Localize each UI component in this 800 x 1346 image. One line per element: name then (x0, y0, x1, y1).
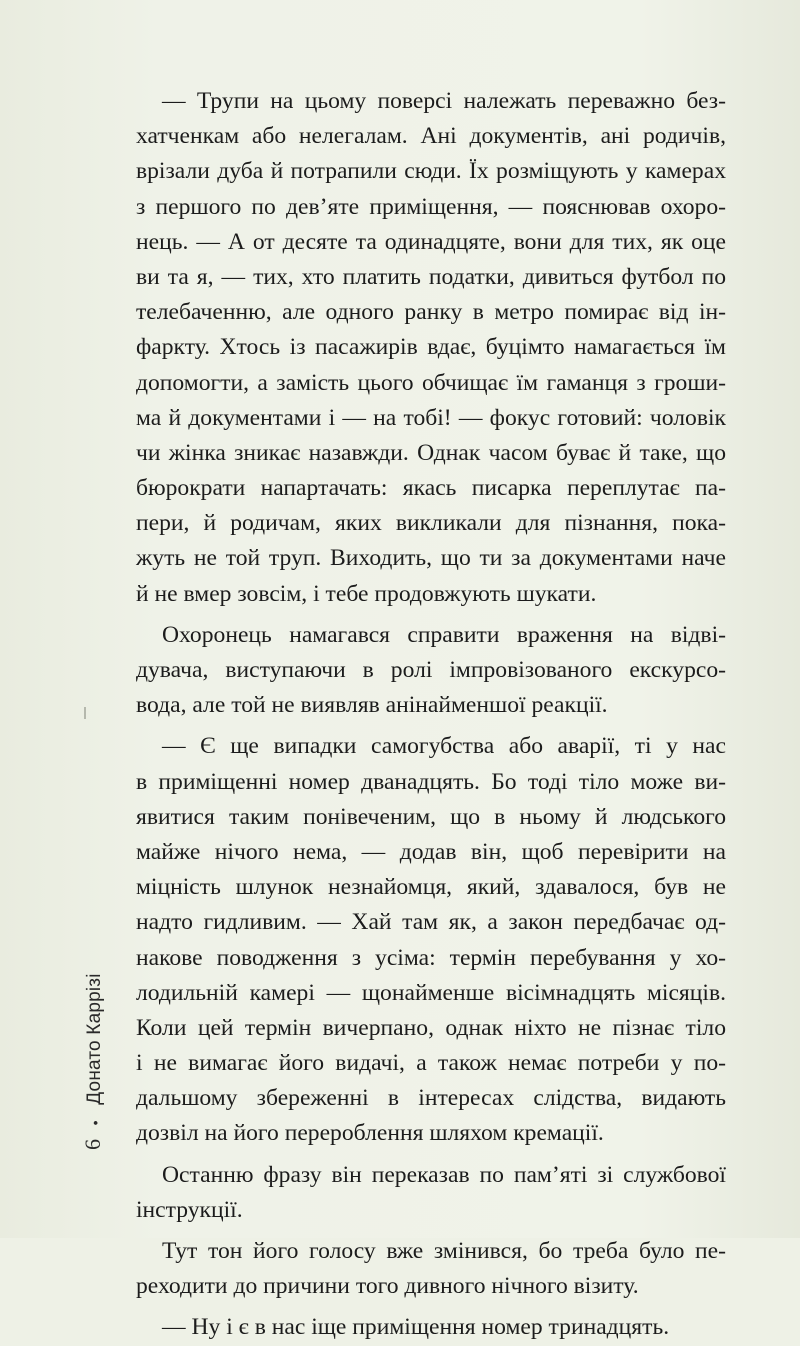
text-line: врізали дуба й потрапили сюди. Їх розміщують у камерах (136, 158, 726, 185)
paragraph (136, 1234, 726, 1304)
text-line: явитися таким понівеченим, що в ньому й людського (136, 803, 726, 830)
text-line: Тут тон його голосу вже змінився, бо треба було пе- (162, 1238, 726, 1264)
text-line: фаркту. Хтось із пасажирів вдає, буцімто намагається їм (136, 334, 726, 361)
text-line: міцність шлунок незнайомця, який, здавалося, був не (136, 874, 726, 901)
text-line: Коли цей термін вичерпано, однак ніхто не пізнає тіло (136, 1014, 726, 1041)
text-line: пери, й родичам, яких викликали для пізнання, пока- (136, 510, 726, 537)
text-line: телебаченню, але одного ранку в метро помирає від ін- (136, 299, 726, 326)
paragraph (136, 618, 726, 724)
text-line: з першого по дев’яте приміщення, — пояснював охоро- (136, 193, 726, 220)
paragraph (136, 729, 726, 1151)
text-line: Охоронець намагався справити враження на відві- (162, 621, 726, 648)
text-line: і не вимагає його видачі, а також немає потреби у по- (136, 1050, 726, 1077)
text-line: Останню фразу він переказав по пам’яті зі службової (162, 1161, 726, 1188)
text-line: хатченкам або нелегалам. Ані документів, ані родичів, (136, 123, 726, 150)
separator-bullet: • (86, 1120, 103, 1126)
text-line: майже нічого нема, — додав він, щоб перевірити на (136, 838, 726, 865)
text-line: ви та я, — тих, хто платить податки, дивиться футбол по (136, 263, 726, 290)
text-line: — Трупи на цьому поверсі належать переважно без- (162, 88, 726, 114)
body-text (136, 84, 726, 1346)
running-footer (80, 973, 106, 1150)
margin-mark (84, 707, 86, 719)
text-line: дувача, виступаючи в ролі імпровізованого екскурсо- (136, 657, 726, 683)
text-line: вода, але той не виявляв анінайменшої реакції. (136, 692, 608, 719)
text-line: інструкції. (136, 1196, 243, 1223)
paragraph (136, 1310, 726, 1345)
page-number: 6 (80, 1138, 105, 1150)
text-line: чи жінка зникає назавжди. Однак часом буває й таке, що (136, 439, 726, 466)
text-line: бюрократи напартачать: якась писарка переплутає па- (136, 475, 726, 502)
paragraph (136, 1158, 726, 1228)
text-line: дальшому збереженні в інтересах слідства, видають (136, 1085, 726, 1112)
text-line: реходити до причини того дивного нічного візиту. (136, 1273, 639, 1300)
text-line: надто гидливим. — Хай там як, а закон передбачає од- (136, 909, 726, 936)
text-line: жуть не той труп. Виходить, що ти за документами наче (136, 545, 726, 572)
author-name: Донато Каррізі (84, 973, 105, 1105)
text-line: в приміщенні номер дванадцять. Бо тоді тіло може ви- (136, 768, 726, 795)
text-line: нець. — А от десяте та одинадцяте, вони для тих, як оце (136, 228, 726, 255)
paragraph (136, 84, 726, 612)
text-line: й не вмер зовсім, і тебе продовжують шукати. (136, 580, 597, 607)
text-line: дозвіл на його перероблення шляхом кремації. (136, 1120, 604, 1147)
text-line: ма й документами і — на тобі! — фокус готовий: чоловік (136, 404, 726, 431)
text-line: накове поводження з усіма: термін перебування у хо- (136, 944, 726, 971)
text-line: — Є ще випадки самогубства або аварії, ті у нас (162, 733, 726, 760)
text-line: допомогти, а замість цього обчищає їм гаманця з гроши- (136, 369, 726, 396)
text-line: лодильній камері — щонайменше вісімнадцять місяців. (136, 979, 726, 1006)
text-line: — Ну і є в нас іще приміщення номер тринадцять. (162, 1314, 670, 1341)
